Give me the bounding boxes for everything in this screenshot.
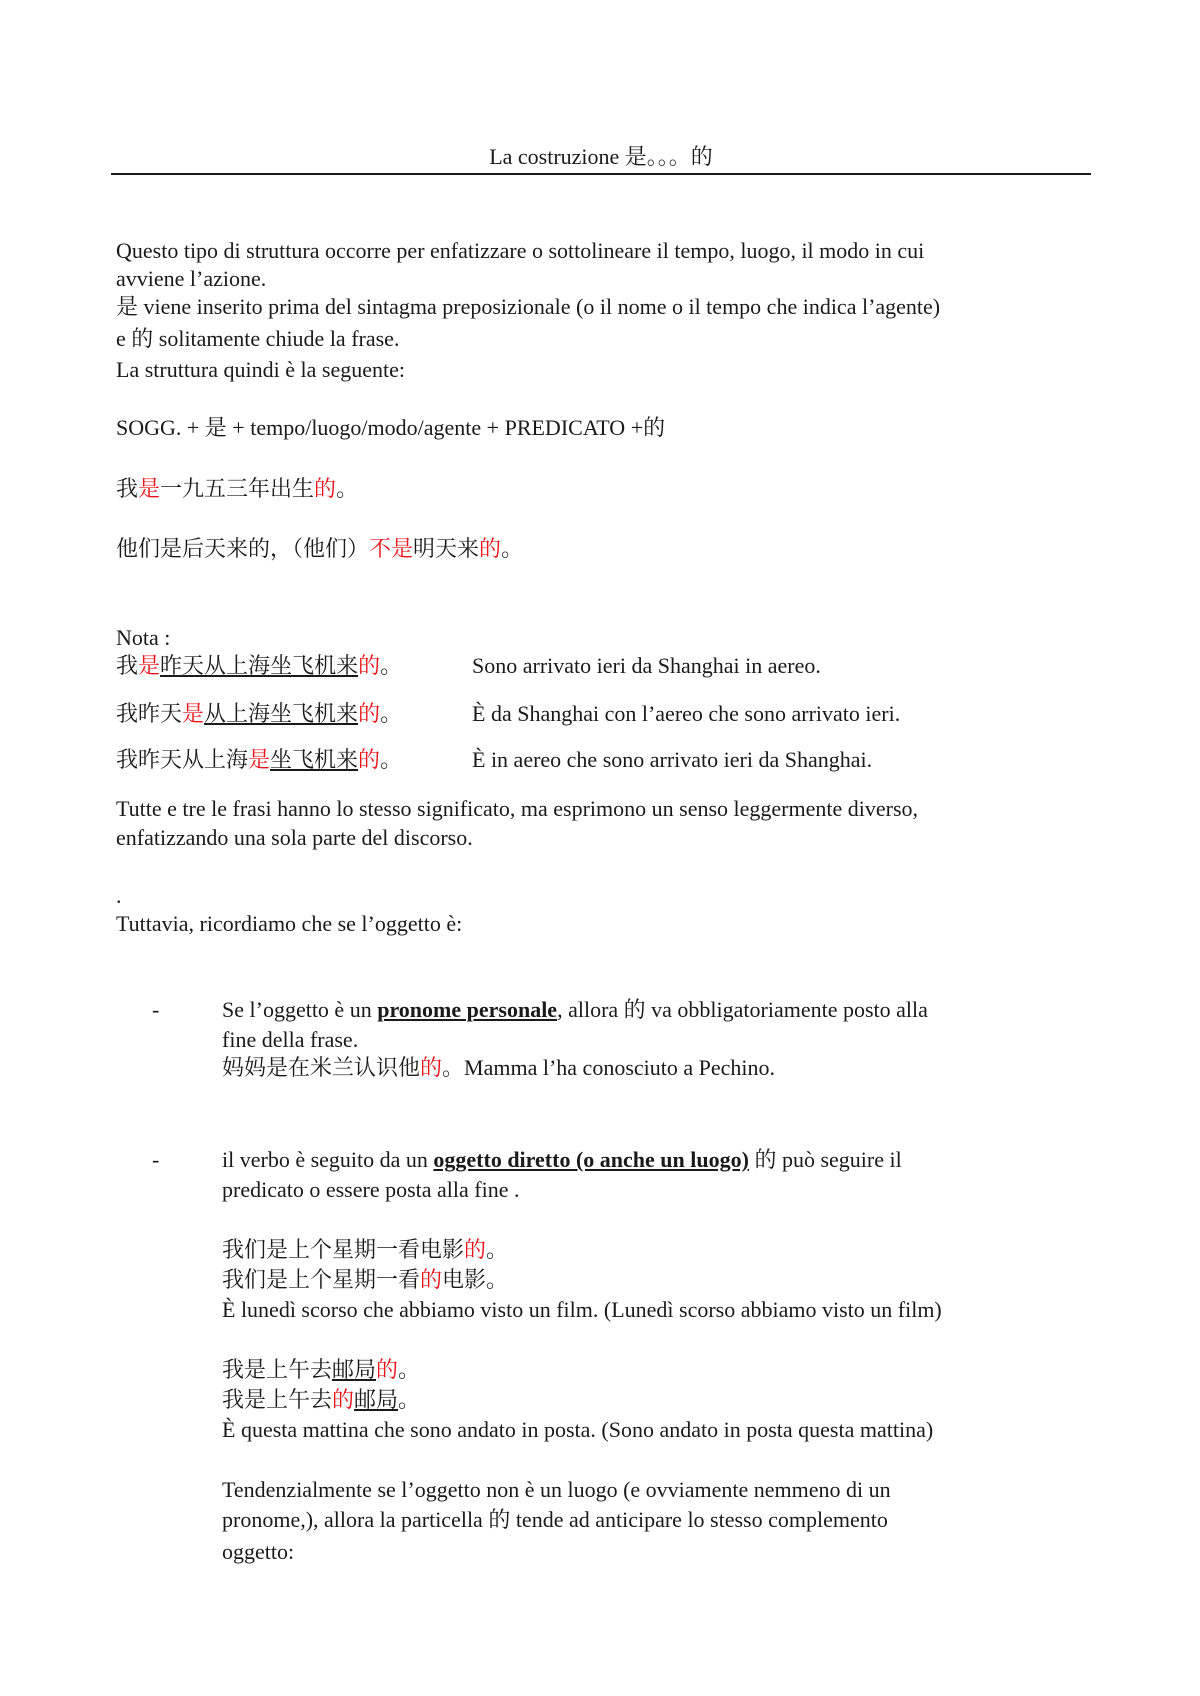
nota-part: 上海 <box>226 653 271 678</box>
tendency-line-3: oggetto: <box>222 1539 295 1564</box>
tendency-line-1: Tendenzialmente se l’oggetto non è un luogo (e ovviamente nemmeno di un <box>222 1477 891 1502</box>
nota-label: Nota : <box>116 625 171 650</box>
example-de: 的 <box>332 1387 355 1412</box>
bullet-1-text: , allora 的 va obbligatoriamente posto alla <box>557 997 928 1022</box>
example-de: 的 <box>376 1357 399 1382</box>
bullet-2-line-2: predicato o essere posta alla fine . <box>222 1177 520 1202</box>
example-2 <box>116 536 523 562</box>
example-1-part: 一九五三年出生 <box>160 476 315 501</box>
nota-translation: Sono arrivato ieri da Shanghai in aereo. <box>472 653 821 678</box>
nota-part: 坐飞机来 <box>270 747 359 772</box>
bullet-2-example-3: È lunedì scorso che abbiamo visto un film. (Lunedì scorso abbiamo visto un film) <box>222 1297 942 1322</box>
example-de: 的 <box>464 1237 487 1262</box>
nota-part: 昨天从 <box>160 653 227 678</box>
nota-translation: È in aereo che sono arrivato ieri da Shanghai. <box>472 747 873 772</box>
bullet-2-example-5 <box>222 1387 420 1413</box>
page-title: La costruzione 是。。。的 <box>489 144 713 169</box>
example-2-bushi: 不是 <box>369 536 414 561</box>
summary-line-1: Tutte e tre le frasi hanno lo stesso significato, ma esprimono un senso leggermente diverso, <box>116 796 919 821</box>
example-1-shi: 是 <box>138 476 161 501</box>
nota-shi: 是 <box>182 701 205 726</box>
nota-part: 我 <box>116 653 139 678</box>
example-2-part: 。 <box>501 536 524 561</box>
bullet-2-example-4 <box>222 1357 420 1383</box>
nota-part: 。 <box>380 701 403 726</box>
example-part: 。 <box>486 1237 509 1262</box>
intro-line-4: e 的 solitamente chiude la frase. <box>116 326 400 351</box>
nota-de: 的 <box>358 701 381 726</box>
example-part: 我们是上个星期一看 <box>222 1267 421 1292</box>
nota-row-2 <box>116 701 1016 727</box>
bullet-1-line-1 <box>222 997 928 1023</box>
intro-line-2: avviene l’azione. <box>116 266 267 291</box>
bullet-2-line-1 <box>222 1147 902 1173</box>
bullet-2-example-1 <box>222 1237 508 1263</box>
example-part: 电影。 <box>442 1267 509 1292</box>
bullet-2-text: 的 può seguire il <box>748 1147 902 1172</box>
nota-part: 从 <box>204 701 227 726</box>
nota-de: 的 <box>358 653 381 678</box>
intro-line-3: 是 viene inserito prima del sintagma preposizionale (o il nome o il tempo che indica l’agente) <box>116 294 941 319</box>
nota-part: 。 <box>380 653 403 678</box>
tuttavia-line: Tuttavia, ricordiamo che se l’oggetto è: <box>116 911 463 936</box>
nota-part: 坐飞机来 <box>270 653 359 678</box>
bullet-1-example-part: 。Mamma l’ha conosciuto a Pechino. <box>442 1055 776 1080</box>
nota-shi: 是 <box>138 653 161 678</box>
bullet-1-example-de: 的 <box>420 1055 443 1080</box>
nota-part: 上海坐飞机来 <box>226 701 359 726</box>
title-rule <box>111 173 1091 175</box>
example-1-part: 我 <box>116 476 139 501</box>
example-2-part: 他们是后天来的，（他们） <box>116 536 370 561</box>
example-part: 。 <box>398 1357 421 1382</box>
example-1-de: 的 <box>314 476 337 501</box>
example-part: 。 <box>398 1387 421 1412</box>
example-1-part: 。 <box>336 476 359 501</box>
nota-part: 我昨天从上海 <box>116 747 249 772</box>
stray-dot: . <box>116 883 122 908</box>
example-part: 我是上午去 <box>222 1357 333 1382</box>
nota-part: 。 <box>380 747 403 772</box>
example-part: 我们是上个星期一看电影 <box>222 1237 465 1262</box>
summary-line-2: enfatizzando una sola parte del discorso. <box>116 825 473 850</box>
intro-line-5: La struttura quindi è la seguente: <box>116 357 405 382</box>
nota-shi: 是 <box>248 747 271 772</box>
intro-line-1: Questo tipo di struttura occorre per enfatizzare o sottolineare il tempo, luogo, il modo in cui <box>116 238 925 263</box>
example-2-part: 明天来 <box>413 536 480 561</box>
bullet-1-emphasis: pronome personale <box>377 997 558 1022</box>
tendency-line-2: pronome,), allora la particella 的 tende ad anticipare lo stesso complemento <box>222 1507 888 1532</box>
example-object: 邮局 <box>332 1357 377 1382</box>
example-1 <box>116 476 358 502</box>
nota-part: 我昨天 <box>116 701 183 726</box>
formula: SOGG. + 是 + tempo/luogo/modo/agente + PREDICATO +的 <box>116 415 666 440</box>
bullet-2-dash: - <box>152 1147 160 1172</box>
bullet-2-emphasis: oggetto diretto (o anche un luogo) <box>433 1147 749 1172</box>
nota-row-1 <box>116 653 1016 679</box>
nota-translation: È da Shanghai con l’aereo che sono arrivato ieri. <box>472 701 901 726</box>
example-de: 的 <box>420 1267 443 1292</box>
bullet-2-example-2 <box>222 1267 508 1293</box>
nota-row-3 <box>116 747 1016 773</box>
example-part: 我是上午去 <box>222 1387 333 1412</box>
nota-de: 的 <box>358 747 381 772</box>
example-object: 邮局 <box>354 1387 399 1412</box>
bullet-2-example-6: È questa mattina che sono andato in posta. (Sono andato in posta questa mattina) <box>222 1417 934 1442</box>
bullet-2-text: il verbo è seguito da un <box>222 1147 434 1172</box>
bullet-1-dash: - <box>152 997 160 1022</box>
bullet-1-example <box>222 1055 775 1081</box>
bullet-1-example-part: 妈妈是在米兰认识他 <box>222 1055 421 1080</box>
bullet-1-line-2: fine della frase. <box>222 1027 359 1052</box>
example-2-de: 的 <box>479 536 502 561</box>
bullet-1-text: Se l’oggetto è un <box>222 997 378 1022</box>
